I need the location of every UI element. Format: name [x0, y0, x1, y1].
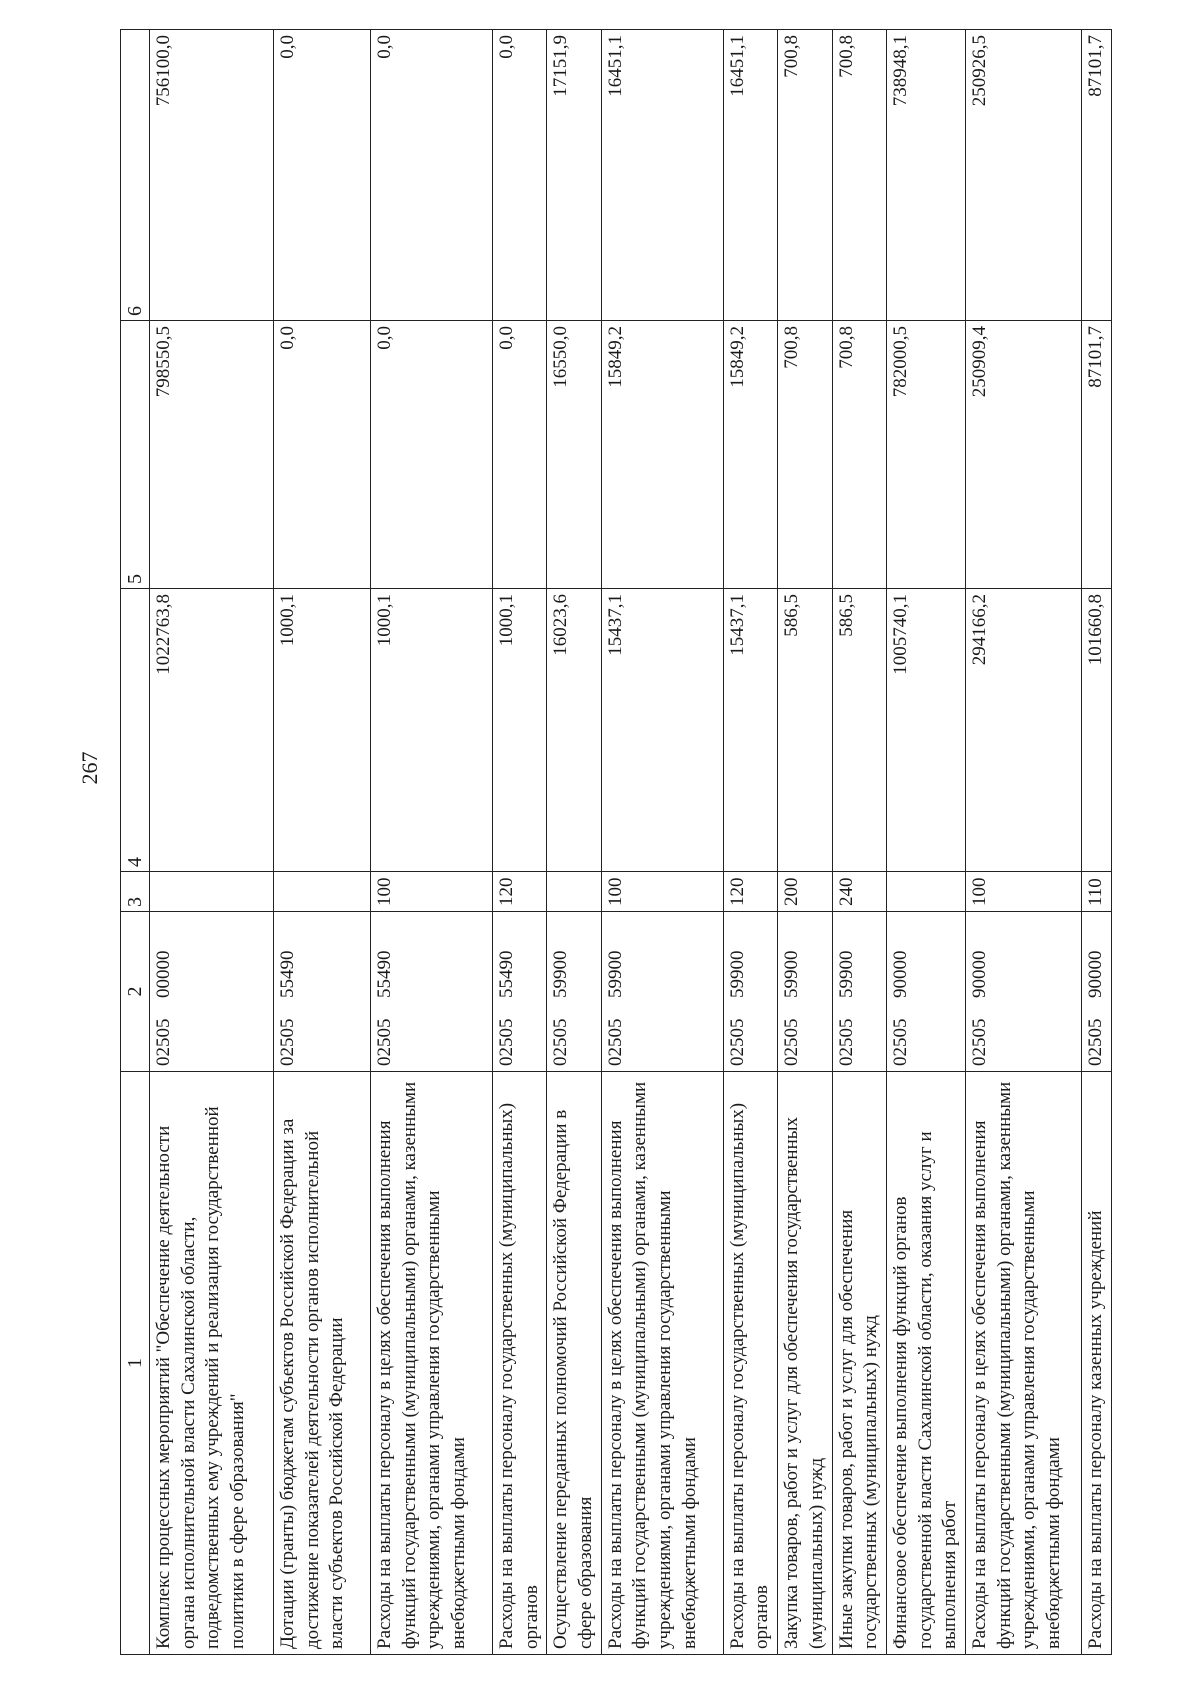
amount-col-5: 700,8: [778, 321, 832, 589]
target-code-direction: 59900: [604, 950, 626, 998]
target-code-direction: 59900: [726, 950, 748, 998]
amount-col-6: 0,0: [274, 30, 371, 321]
amount-col-5: 15849,2: [601, 321, 723, 589]
amount-col-6: 250926,5: [965, 30, 1081, 321]
table-row: [778, 30, 832, 1655]
target-code-program: 02505: [781, 1018, 803, 1066]
amount-col-5: 0,0: [371, 321, 493, 589]
amount-col-5: 0,0: [493, 321, 547, 589]
amount-col-4: 101660,8: [1081, 589, 1111, 872]
amount-col-4: 586,5: [832, 589, 886, 872]
target-code-program: 02505: [496, 1018, 517, 1066]
row-name: Расходы на выплаты персоналу в целях обеспечения выполнения функций государственными (муниципальными) органами, казенными учреждениями, органами управления государственными внебюджетными фондами: [601, 1072, 723, 1655]
target-code: [601, 912, 723, 1072]
row-name: Расходы на выплаты персоналу в целях обеспечения выполнения функций государственными (муниципальными) органами, казенными учреждениями, органами управления государственными внебюджетными фондами: [965, 1072, 1081, 1655]
amount-col-6: 738948,1: [886, 30, 965, 321]
amount-col-4: 16023,6: [547, 589, 601, 872]
row-name: Расходы на выплаты персоналу казенных учреждений: [1081, 1072, 1111, 1655]
row-name: Комплекс процессных мероприятий "Обеспечение деятельности органа исполнительной власти Сахалинской области, подведомственных ему учреждений и реализация государственной политики в сфере образования": [150, 1072, 274, 1655]
amount-col-6: 16451,1: [723, 30, 777, 321]
target-code-program: 02505: [835, 1018, 857, 1066]
amount-col-4: 586,5: [778, 589, 832, 872]
target-code-program: 02505: [1084, 1018, 1106, 1066]
target-code: [1081, 912, 1111, 1072]
table-row: [601, 30, 723, 1655]
target-code-direction: 90000: [889, 950, 911, 998]
row-name: Финансовое обеспечение выполнения функций органов государственной власти Сахалинской области, оказания услуг и выполнения работ: [886, 1072, 965, 1655]
header-cell: 6: [121, 30, 150, 321]
amount-col-4: 15437,1: [723, 589, 777, 872]
header-cell: 2: [121, 912, 150, 1072]
amount-col-6: 0,0: [371, 30, 493, 321]
expense-type-code: 100: [371, 872, 493, 912]
expense-type-code: 120: [723, 872, 777, 912]
rotated-content: [120, 30, 1115, 1655]
amount-col-4: 1000,1: [371, 589, 493, 872]
target-code: [886, 912, 965, 1072]
target-code-direction: 55490: [277, 950, 298, 998]
table-header-row: [121, 30, 150, 1655]
target-code-direction: 90000: [968, 950, 990, 998]
row-name: Расходы на выплаты персоналу государственных (муниципальных) органов: [493, 1072, 547, 1655]
target-code: [493, 912, 547, 1072]
amount-col-5: 87101,7: [1081, 321, 1111, 589]
amount-col-5: 250909,4: [965, 321, 1081, 589]
expense-type-code: [150, 872, 274, 912]
table-row: [723, 30, 777, 1655]
target-code: [274, 912, 371, 1072]
table-row: [274, 30, 371, 1655]
target-code: [547, 912, 601, 1072]
expense-type-code: [547, 872, 601, 912]
target-code-program: 02505: [726, 1018, 748, 1066]
rotated-page: [120, 30, 1115, 1655]
expense-type-code: 120: [493, 872, 547, 912]
table-row: [150, 30, 274, 1655]
target-code-program: 02505: [277, 1018, 298, 1066]
target-code: [778, 912, 832, 1072]
amount-col-6: 756100,0: [150, 30, 274, 321]
amount-col-6: 700,8: [778, 30, 832, 321]
target-code-direction: 59900: [550, 950, 572, 998]
amount-col-4: 1000,1: [274, 589, 371, 872]
target-code-direction: 59900: [835, 950, 857, 998]
target-code: [150, 912, 274, 1072]
header-cell: 1: [121, 1072, 150, 1655]
header-cell: 4: [121, 589, 150, 872]
expense-type-code: 110: [1081, 872, 1111, 912]
row-name: Осуществление переданных полномочий Российской Федерации в сфере образования: [547, 1072, 601, 1655]
table-row: [832, 30, 886, 1655]
target-code-direction: 55490: [374, 950, 395, 998]
amount-col-6: 17151,9: [547, 30, 601, 321]
table-row: [371, 30, 493, 1655]
table-row: [493, 30, 547, 1655]
target-code-program: 02505: [153, 1018, 174, 1066]
expense-type-code: [274, 872, 371, 912]
target-code: [371, 912, 493, 1072]
target-code-direction: 90000: [1084, 950, 1106, 998]
row-name: Закупка товаров, работ и услуг для обеспечения государственных (муниципальных) нужд: [778, 1072, 832, 1655]
amount-col-6: 16451,1: [601, 30, 723, 321]
amount-col-5: 15849,2: [723, 321, 777, 589]
amount-col-5: 16550,0: [547, 321, 601, 589]
row-name: Расходы на выплаты персоналу государственных (муниципальных) органов: [723, 1072, 777, 1655]
table-row: [547, 30, 601, 1655]
amount-col-6: 700,8: [832, 30, 886, 321]
amount-col-4: 1000,1: [493, 589, 547, 872]
expense-type-code: [886, 872, 965, 912]
target-code-direction: 00000: [153, 950, 174, 998]
table-row: [1081, 30, 1111, 1655]
expense-type-code: 100: [965, 872, 1081, 912]
row-name: Расходы на выплаты персоналу в целях обеспечения выполнения функций государственными (муниципальными) органами, казенными учреждениями, органами управления государственными внебюджетными фондами: [371, 1072, 493, 1655]
target-code-direction: 59900: [781, 950, 803, 998]
header-cell: 5: [121, 321, 150, 589]
target-code: [723, 912, 777, 1072]
amount-col-5: 700,8: [832, 321, 886, 589]
expense-type-code: 100: [601, 872, 723, 912]
expense-type-code: 200: [778, 872, 832, 912]
amount-col-6: 87101,7: [1081, 30, 1111, 321]
amount-col-4: 1005740,1: [886, 589, 965, 872]
header-cell: 3: [121, 872, 150, 912]
target-code-direction: 55490: [496, 950, 517, 998]
amount-col-5: 782000,5: [886, 321, 965, 589]
table-row: [886, 30, 965, 1655]
target-code-program: 02505: [889, 1018, 911, 1066]
amount-col-5: 798550,5: [150, 321, 274, 589]
table-row: [965, 30, 1081, 1655]
target-code-program: 02505: [550, 1018, 572, 1066]
target-code-program: 02505: [968, 1018, 990, 1066]
amount-col-4: 294166,2: [965, 589, 1081, 872]
expense-type-code: 240: [832, 872, 886, 912]
row-name: Иные закупки товаров, работ и услуг для обеспечения государственных (муниципальных) нужд: [832, 1072, 886, 1655]
budget-table: [120, 29, 1112, 1655]
amount-col-6: 0,0: [493, 30, 547, 321]
target-code: [832, 912, 886, 1072]
target-code-program: 02505: [604, 1018, 626, 1066]
target-code-program: 02505: [374, 1018, 395, 1066]
target-code: [965, 912, 1081, 1072]
page-number: 267: [77, 751, 102, 785]
row-name: Дотации (гранты) бюджетам субъектов Российской Федерации за достижение показателей деятельности органов исполнительной власти субъектов Российской Федерации: [274, 1072, 371, 1655]
amount-col-5: 0,0: [274, 321, 371, 589]
amount-col-4: 1022763,8: [150, 589, 274, 872]
amount-col-4: 15437,1: [601, 589, 723, 872]
